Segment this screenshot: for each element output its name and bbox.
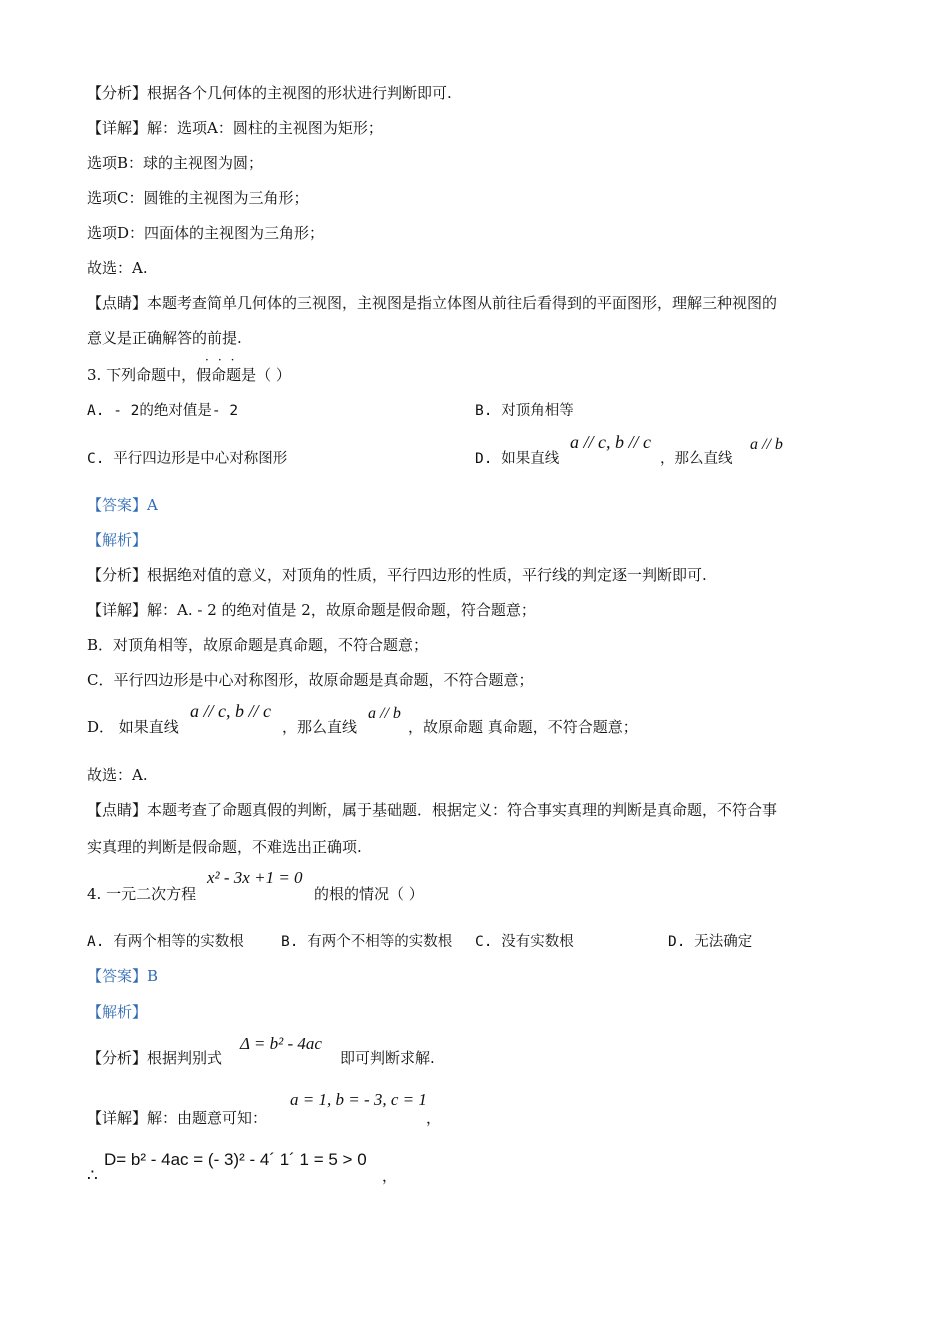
q3-comment-2: 实真理的判断是假命题，不难选出正确项. bbox=[87, 838, 362, 856]
q4-stem-pre: 4. 一元二次方程 bbox=[87, 885, 197, 903]
option-b-line: 选项B：球的主视图为圆； bbox=[87, 154, 264, 172]
option-d-line: 选项D：四面体的主视图为三角形； bbox=[87, 224, 325, 242]
emphasis-dots: ··· bbox=[205, 353, 244, 367]
q4-stem-post: 的根的情况（ ） bbox=[314, 885, 424, 903]
comment-line-1: 【点睛】本题考查简单几何体的三视图，主视图是指立体图从前往后看得到的平面图形，理解三种视图的 bbox=[87, 294, 778, 312]
q3-stem-emphasis: 假命题 bbox=[196, 366, 242, 384]
q3-analysis: 【分析】根据绝对值的意义，对顶角的性质，平行四边形的性质，平行线的判定逐一判断即可. bbox=[87, 566, 707, 584]
q3-option-d-mid: ，那么直线 bbox=[660, 451, 733, 467]
q4-detail-pre: 【详解】解：由题意可知： bbox=[87, 1109, 268, 1127]
q4-option-c: C. 没有实数根 bbox=[475, 934, 574, 950]
q3-stem-pre: 3. 下列命题中， bbox=[87, 366, 197, 384]
q3-detail-d-math-1: a // c, b // c bbox=[190, 701, 271, 721]
q3-stem bbox=[87, 365, 291, 385]
q3-option-b: B. 对顶角相等 bbox=[475, 403, 574, 419]
q4-calc-post: ， bbox=[382, 1167, 398, 1185]
q3-detail-d-mid: ，那么直线 bbox=[282, 718, 358, 736]
q3-detail-d-math-2: a // b bbox=[368, 705, 401, 722]
choose-line: 故选：A. bbox=[87, 259, 148, 277]
q4-option-a: A. 有两个相等的实数根 bbox=[87, 934, 244, 950]
detail-line: 【详解】解：选项A：圆柱的主视图为矩形； bbox=[87, 119, 383, 137]
q4-jiexi: 【解析】 bbox=[87, 1003, 148, 1021]
q3-detail-b: B．对顶角相等，故原命题是真命题，不符合题意； bbox=[87, 636, 429, 654]
q4-detail-post: ， bbox=[426, 1109, 442, 1127]
q3-jiexi: 【解析】 bbox=[87, 531, 148, 549]
q4-option-b: B. 有两个不相等的实数根 bbox=[281, 934, 453, 950]
q4-analysis-math: Δ = b² - 4ac bbox=[240, 1034, 322, 1053]
q3-answer: 【答案】A bbox=[87, 496, 158, 514]
q3-option-d-math-1: a // c, b // c bbox=[570, 432, 651, 452]
q4-detail-math: a = 1, b = - 3, c = 1 bbox=[290, 1090, 427, 1109]
q3-option-d-math-2: a // b bbox=[750, 436, 783, 453]
therefore-symbol: ∴ bbox=[87, 1166, 98, 1186]
analysis-line: 【分析】根据各个几何体的主视图的形状进行判断即可. bbox=[87, 84, 452, 102]
q3-choose: 故选：A. bbox=[87, 766, 148, 784]
q4-analysis-post: 即可判断求解. bbox=[340, 1049, 435, 1067]
q3-detail-d-pre: D． 如果直线 bbox=[87, 718, 179, 736]
q3-option-d-pre: D. 如果直线 bbox=[475, 451, 560, 467]
q4-calc-math: D= b² - 4ac = (- 3)² - 4´ 1´ 1 = 5 > 0 bbox=[104, 1150, 367, 1169]
q3-option-a: A. - 2的绝对值是- 2 bbox=[87, 403, 239, 419]
q4-analysis-pre: 【分析】根据判别式 bbox=[87, 1049, 223, 1067]
q3-option-c: C. 平行四边形是中心对称图形 bbox=[87, 451, 288, 467]
option-c-line: 选项C：圆锥的主视图为三角形； bbox=[87, 189, 309, 207]
q3-comment-1: 【点睛】本题考查了命题真假的判断，属于基础题．根据定义：符合事实真理的判断是真命题，不符合事 bbox=[87, 801, 778, 819]
q3-detail-a: 【详解】解：A. - 2 的绝对值是 2，故原命题是假命题，符合题意； bbox=[87, 601, 536, 619]
q3-detail-c: C．平行四边形是中心对称图形，故原命题是真命题，不符合题意； bbox=[87, 671, 534, 689]
comment-line-2: 意义是正确解答的前提. bbox=[87, 329, 242, 347]
q4-stem-math: x² - 3x +1 = 0 bbox=[207, 868, 303, 887]
q3-detail-d-post: ，故原命题 真命题，不符合题意； bbox=[408, 718, 638, 736]
q3-stem-post: 是（ ） bbox=[241, 366, 291, 384]
q4-answer: 【答案】B bbox=[87, 967, 159, 985]
q4-option-d: D. 无法确定 bbox=[668, 934, 753, 950]
